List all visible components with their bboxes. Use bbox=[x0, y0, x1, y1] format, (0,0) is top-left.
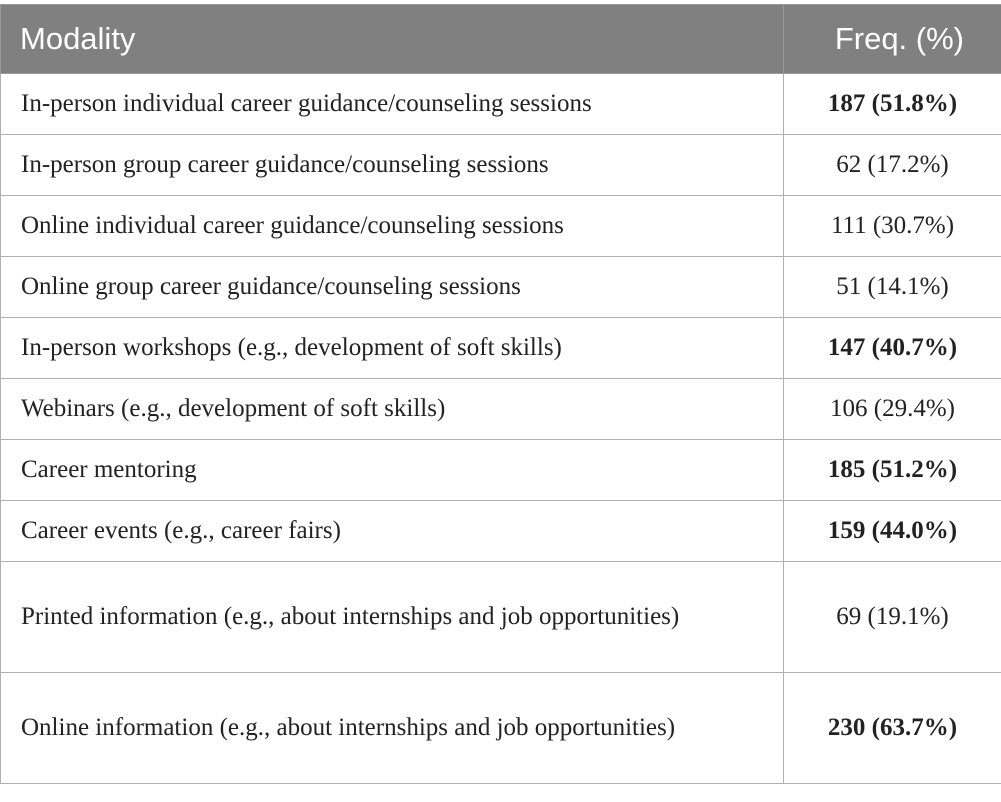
table-header-row bbox=[1, 5, 1001, 74]
freq-cell: 147 (40.7%) bbox=[784, 318, 1001, 379]
table-row bbox=[1, 257, 1001, 318]
freq-cell: 230 (63.7%) bbox=[784, 673, 1001, 784]
table-row bbox=[1, 135, 1001, 196]
freq-cell: 62 (17.2%) bbox=[784, 135, 1001, 196]
modality-cell: Online individual career guidance/counseling sessions bbox=[1, 196, 784, 257]
table-row bbox=[1, 673, 1001, 784]
freq-cell: 111 (30.7%) bbox=[784, 196, 1001, 257]
modality-cell: In-person group career guidance/counseling sessions bbox=[1, 135, 784, 196]
modality-cell: Online information (e.g., about internships and job opportunities) bbox=[1, 673, 784, 784]
freq-cell: 159 (44.0%) bbox=[784, 501, 1001, 562]
table-row bbox=[1, 501, 1001, 562]
header-modality: Modality bbox=[1, 5, 784, 74]
modality-frequency-table bbox=[0, 4, 1001, 784]
freq-cell: 51 (14.1%) bbox=[784, 257, 1001, 318]
freq-cell: 187 (51.8%) bbox=[784, 74, 1001, 135]
freq-cell: 69 (19.1%) bbox=[784, 562, 1001, 673]
table-row bbox=[1, 440, 1001, 501]
header-freq: Freq. (%) bbox=[784, 5, 1001, 74]
freq-cell: 106 (29.4%) bbox=[784, 379, 1001, 440]
modality-cell: In-person individual career guidance/counseling sessions bbox=[1, 74, 784, 135]
table-row bbox=[1, 74, 1001, 135]
modality-cell: In-person workshops (e.g., development of soft skills) bbox=[1, 318, 784, 379]
modality-cell: Career mentoring bbox=[1, 440, 784, 501]
modality-cell: Printed information (e.g., about internships and job opportunities) bbox=[1, 562, 784, 673]
table-row bbox=[1, 562, 1001, 673]
freq-cell: 185 (51.2%) bbox=[784, 440, 1001, 501]
modality-cell: Career events (e.g., career fairs) bbox=[1, 501, 784, 562]
table-row bbox=[1, 318, 1001, 379]
table-row bbox=[1, 379, 1001, 440]
modality-cell: Online group career guidance/counseling sessions bbox=[1, 257, 784, 318]
table-row bbox=[1, 196, 1001, 257]
modality-cell: Webinars (e.g., development of soft skills) bbox=[1, 379, 784, 440]
